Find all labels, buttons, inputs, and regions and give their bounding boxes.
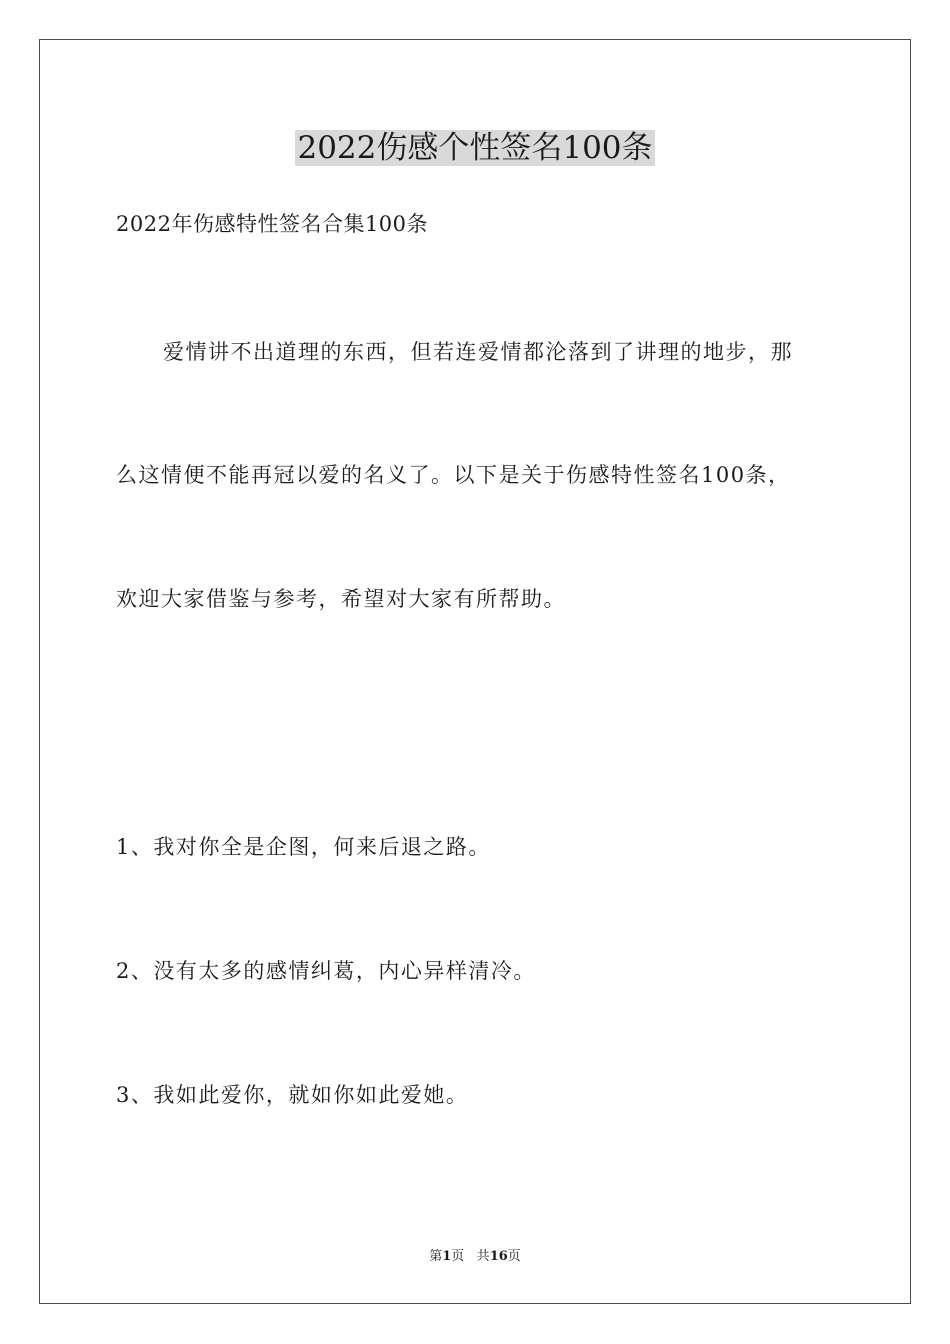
intro-line-2: 么这情便不能再冠以爱的名义了。以下是关于伤感特性签名100条， (116, 463, 791, 487)
document-subtitle: 2022年伤感特性签名合集100条 (116, 212, 429, 236)
intro-line-1: 爱情讲不出道理的东西，但若连爱情都沦落到了讲理的地步，那 (163, 340, 793, 364)
footer-total-pages: 16 (489, 1249, 508, 1264)
intro-line-3: 欢迎大家借鉴与参考，希望对大家有所帮助。 (116, 587, 566, 611)
document-title-text: 2022伤感个性签名100条 (297, 130, 653, 166)
list-item: 2、没有太多的感情纠葛，内心异样清冷。 (116, 959, 536, 983)
footer-total-prefix: 共 (476, 1249, 490, 1264)
page-footer (0, 1248, 950, 1266)
footer-page-suffix: 页 (451, 1249, 465, 1264)
list-item: 1、我对你全是企图，何来后退之路。 (116, 835, 491, 859)
document-title (0, 126, 950, 170)
footer-page-number: 1 (442, 1249, 452, 1264)
footer-page-prefix: 第 (429, 1249, 443, 1264)
list-item: 3、我如此爱你，就如你如此爱她。 (116, 1083, 469, 1107)
footer-total-suffix: 页 (507, 1249, 521, 1264)
